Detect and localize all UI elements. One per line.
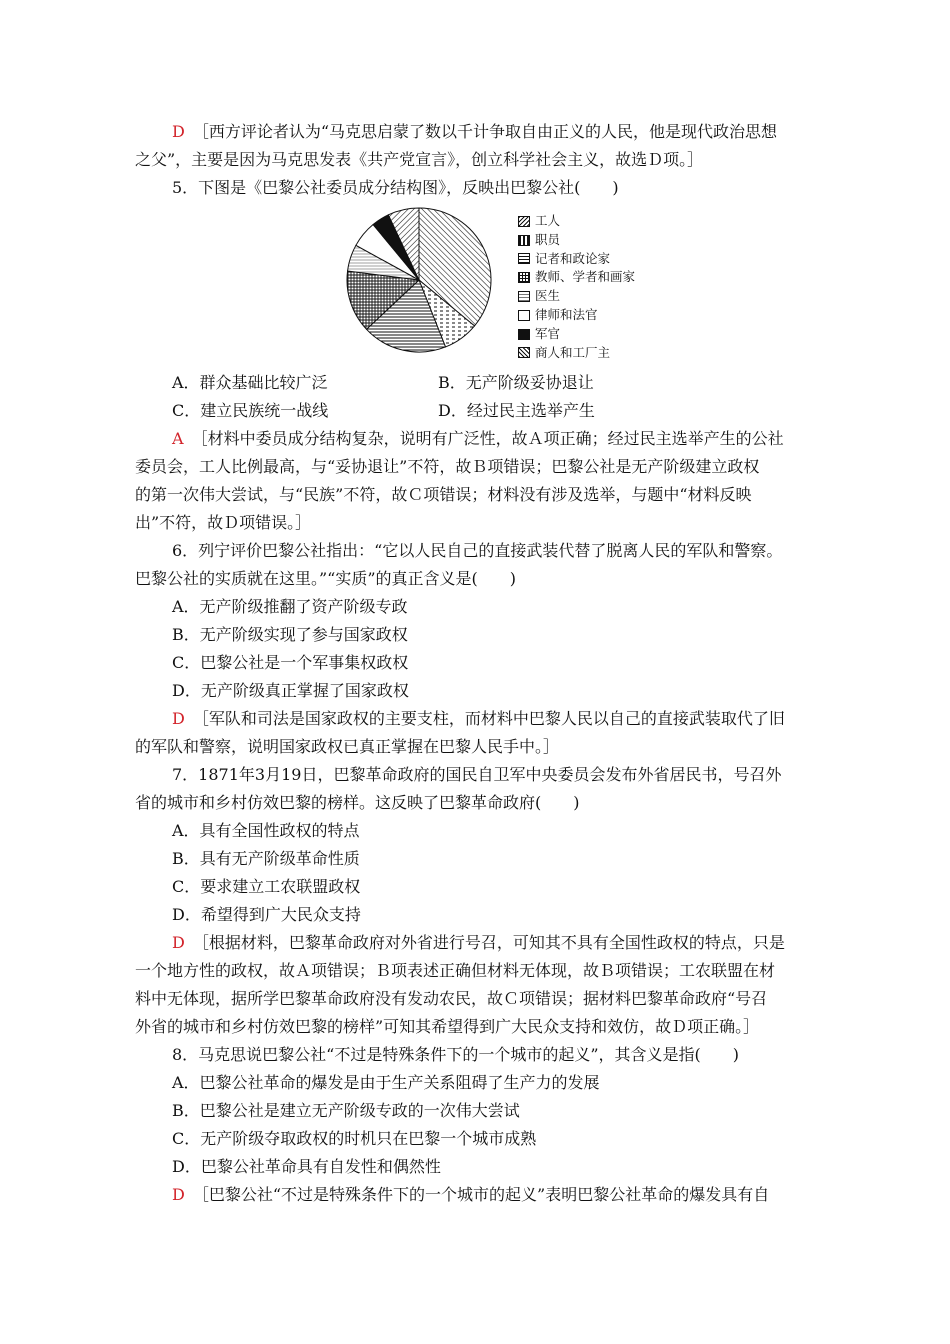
legend-item-merchants — [518, 344, 635, 363]
legend-item-officers — [518, 325, 635, 344]
answer-letter: A — [172, 429, 184, 448]
legend-swatch — [518, 235, 530, 246]
q4-answer-line1 — [172, 122, 862, 142]
legend-label: 教师、学者和画家 — [535, 269, 636, 285]
pie-chart — [344, 205, 494, 355]
legend-label: 医生 — [535, 288, 561, 304]
q4-answer-line2: 之父”，主要是因为马克思发表《共产党宣言》，创立科学社会主义，故选Ｄ项。］ — [135, 150, 704, 169]
legend-item-workers — [518, 212, 635, 231]
q5-stem: 5．下图是《巴黎公社委员成分结构图》，反映出巴黎公社( ) — [172, 178, 619, 197]
q6-stem-line2: 巴黎公社的实质就在这里。”“实质”的真正含义是( ) — [135, 569, 517, 588]
legend-item-journalists — [518, 250, 635, 269]
q8-option-a: A．巴黎公社革命的爆发是由于生产关系阻碍了生产力的发展 — [172, 1073, 600, 1092]
q5-explanation-line4: 出”不符，故Ｄ项错误。］ — [135, 513, 312, 532]
q6-explanation-line2: 的军队和警察，说明国家政权已真正掌握在巴黎人民手中。］ — [135, 737, 560, 756]
q7-explanation-line3: 料中无体现，据所学巴黎革命政府没有发动农民，故Ｃ项错误；据材料巴黎革命政府“号召 — [135, 989, 768, 1008]
explanation-text: ［巴黎公社“不过是特殊条件下的一个城市的起义”表明巴黎公社革命的爆发具有自 — [192, 1185, 770, 1204]
legend-swatch — [518, 253, 530, 264]
legend-label: 律师和法官 — [535, 306, 598, 322]
legend-label: 职员 — [535, 231, 561, 247]
q5-explanation-line3: 的第一次伟大尝试，与“民族”不符，故Ｃ项错误；材料没有涉及选举，与题中“材料反映 — [135, 485, 752, 504]
q7-explanation-line4: 外省的城市和乡村仿效巴黎的榜样”可知其希望得到广大民众支持和效仿，故Ｄ项正确。］ — [135, 1017, 760, 1036]
q5-option-b: B．无产阶级妥协退让 — [438, 373, 594, 392]
q5-option-a: A．群众基础比较广泛 — [172, 373, 328, 392]
q7-stem-line2: 省的城市和乡村仿效巴黎的榜样。这反映了巴黎革命政府( ) — [135, 793, 580, 812]
q7-option-c: C．要求建立工农联盟政权 — [172, 877, 361, 896]
q7-option-d: D．希望得到广大民众支持 — [172, 905, 361, 924]
pie-legend — [518, 212, 635, 362]
q8-option-d: D．巴黎公社革命具有自发性和偶然性 — [172, 1157, 441, 1176]
q7-explanation-line1 — [172, 933, 862, 953]
q7-option-b: B．具有无产阶级革命性质 — [172, 849, 360, 868]
answer-letter: D — [172, 122, 185, 141]
q7-stem-line1: 7．1871年3月19日，巴黎革命政府的国民自卫军中央委员会发布外省居民书，号召外 — [172, 765, 782, 784]
answer-letter: D — [172, 933, 185, 952]
legend-swatch — [518, 310, 530, 321]
legend-label: 商人和工厂主 — [535, 344, 611, 360]
q6-option-d: D．无产阶级真正掌握了国家政权 — [172, 681, 409, 700]
answer-letter: D — [172, 1185, 185, 1204]
q7-explanation-line2: 一个地方性的政权，故Ａ项错误；Ｂ项表述正确但材料无体现，故Ｂ项错误；工农联盟在材 — [135, 961, 776, 980]
q8-option-b: B．巴黎公社是建立无产阶级专政的一次伟大尝试 — [172, 1101, 520, 1120]
q6-option-a: A．无产阶级推翻了资产阶级专政 — [172, 597, 408, 616]
q6-option-c: C．巴黎公社是一个军事集权政权 — [172, 653, 409, 672]
q6-option-b: B．无产阶级实现了参与国家政权 — [172, 625, 408, 644]
legend-label: 记者和政论家 — [535, 250, 611, 266]
legend-item-doctors — [518, 287, 635, 306]
legend-item-clerks — [518, 231, 635, 250]
legend-label: 军官 — [535, 325, 561, 341]
q6-stem-line1: 6．列宁评价巴黎公社指出：“它以人民自己的直接武装代替了脱离人民的军队和警察。 — [172, 541, 783, 560]
legend-swatch — [518, 272, 530, 283]
explanation-text: ［西方评论者认为“马克思启蒙了数以千计争取自由正义的人民，他是现代政治思想 — [192, 122, 778, 141]
explanation-text: ［军队和司法是国家政权的主要支柱，而材料中巴黎人民以自己的直接武装取代了旧 — [192, 709, 785, 728]
explanation-text: ［材料中委员成分结构复杂，说明有广泛性，故Ａ项正确；经过民主选举产生的公社 — [191, 429, 784, 448]
q6-explanation-line1 — [172, 709, 862, 729]
q8-stem: 8．马克思说巴黎公社“不过是特殊条件下的一个城市的起义”，其含义是指( ) — [172, 1045, 740, 1064]
q8-explanation-line1 — [172, 1185, 862, 1205]
legend-item-teachers — [518, 268, 635, 287]
legend-label: 工人 — [535, 213, 561, 228]
q5-explanation-line2: 委员会，工人比例最高，与“妥协退让”不符，故Ｂ项错误；巴黎公社是无产阶级建立政权 — [135, 457, 760, 476]
legend-item-lawyers — [518, 306, 635, 325]
q5-explanation-line1 — [172, 429, 862, 449]
legend-swatch — [518, 347, 530, 358]
q5-option-d: D．经过民主选举产生 — [438, 401, 595, 420]
q7-option-a: A．具有全国性政权的特点 — [172, 821, 360, 840]
explanation-text: ［根据材料，巴黎革命政府对外省进行号召，可知其不具有全国性政权的特点，只是 — [192, 933, 785, 952]
q8-option-c: C．无产阶级夺取政权的时机只在巴黎一个城市成熟 — [172, 1129, 537, 1148]
legend-swatch — [518, 329, 530, 340]
legend-swatch — [518, 291, 530, 302]
q5-option-c: C．建立民族统一战线 — [172, 401, 329, 420]
legend-swatch — [518, 216, 530, 227]
answer-letter: D — [172, 709, 185, 728]
